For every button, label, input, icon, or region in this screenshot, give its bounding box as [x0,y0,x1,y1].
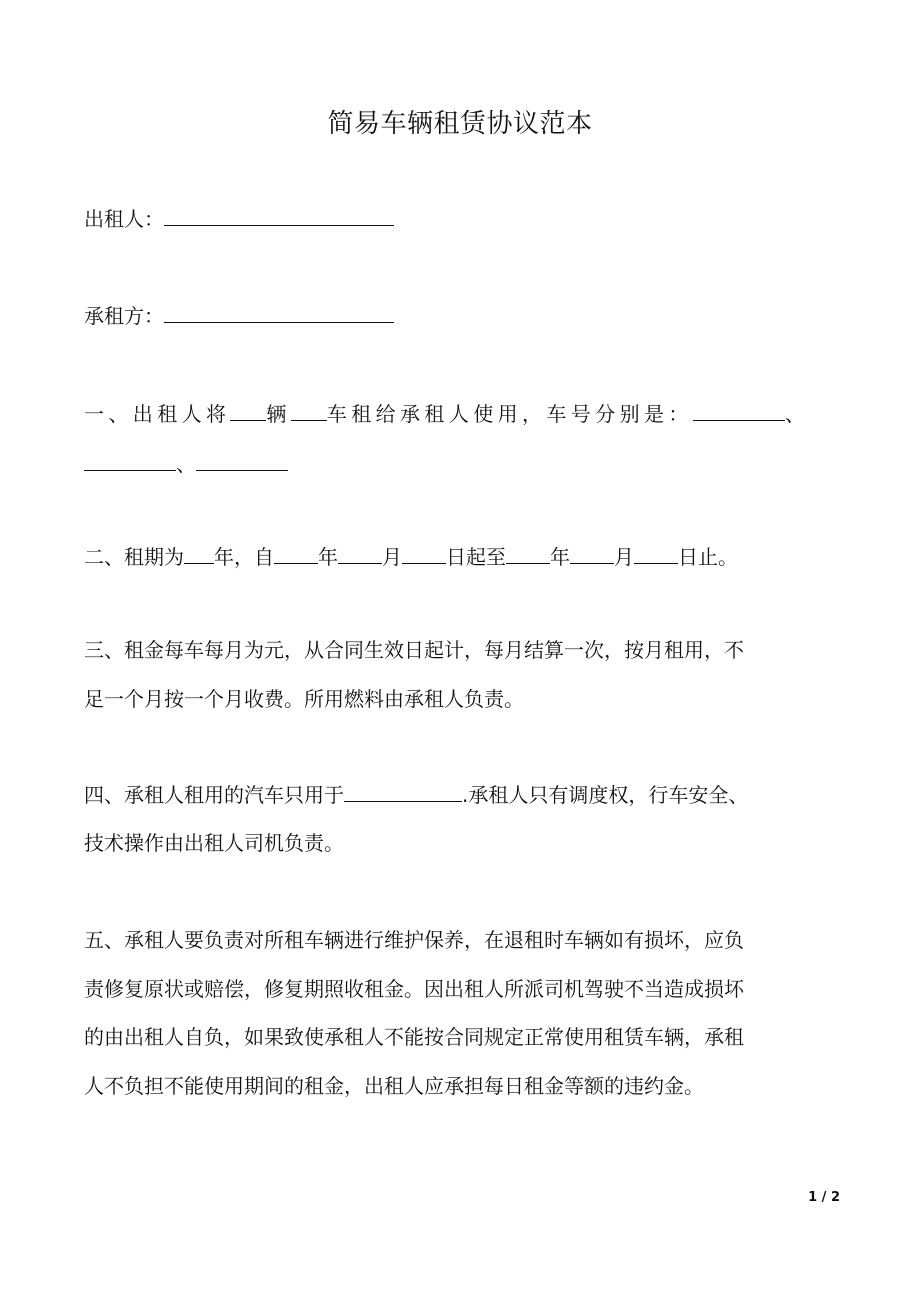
clause-2-text-h: 日止。 [678,545,738,569]
clause-1-text-c: 车租给承租人使用，车号分别是： [326,402,693,426]
clause-1-text-e: 、 [176,452,196,476]
clause-2-text-g: 月 [614,545,634,569]
clause-5-line-2: 责修复原状或赔偿，修复期照收租金。因出租人所派司机驾驶不当造成损坏 [84,977,744,1001]
plate-number-blank-3[interactable] [196,448,288,471]
clause-4-text-b: .承租人只有调度权，行车安全、 [462,783,749,807]
plate-number-blank-1[interactable] [693,398,785,421]
end-month-blank[interactable] [570,541,614,564]
clause-3-line-1: 三、租金每车每月为元，从合同生效日起计，每月结算一次，按月租用，不 [84,638,744,662]
vehicle-purpose-blank[interactable] [344,779,462,802]
start-year-blank[interactable] [274,541,318,564]
clause-2-text-b: 年，自 [214,545,274,569]
document-title: 简易车辆租赁协议范本 [327,109,593,139]
clause-1-line-2 [84,448,844,479]
clause-1-text-b: 辆 [266,402,291,426]
clause-2-text-e: 日起至 [446,545,506,569]
clause-4-line-2: 技术操作由出租人司机负责。 [84,831,344,855]
lessee-blank[interactable] [164,300,394,323]
lease-years-blank[interactable] [184,541,214,564]
clause-5-line-4: 人不负担不能使用期间的租金，出租人应承担每日租金等额的违约金。 [84,1074,704,1098]
start-day-blank[interactable] [402,541,446,564]
clause-2-text-d: 月 [382,545,402,569]
page-number: 1 / 2 [808,1190,840,1205]
lessor-line [84,203,844,234]
clause-2-text-c: 年 [318,545,338,569]
lessor-blank[interactable] [164,203,394,226]
clause-3-line-2: 足一个月按一个月收费。所用燃料由承租人负责。 [84,687,524,711]
clause-2-line [84,541,844,572]
clause-5-line-3: 的由出租人自负，如果致使承租人不能按合同规定正常使用租赁车辆，承租 [84,1025,744,1049]
vehicle-type-blank[interactable] [291,398,327,421]
end-day-blank[interactable] [634,541,678,564]
clause-1-line-1 [84,398,844,429]
clause-4-line-1 [84,779,844,810]
clause-2-text-f: 年 [550,545,570,569]
vehicle-count-blank[interactable] [230,398,266,421]
clause-1-text-a: 一、出租人将 [84,402,231,426]
start-month-blank[interactable] [338,541,382,564]
plate-number-blank-2[interactable] [84,448,176,471]
lessee-line [84,300,844,331]
clause-4-text-a: 四、承租人租用的汽车只用于 [84,783,344,807]
lessee-label: 承租方： [84,304,164,328]
clause-1-text-d: 、 [784,402,810,426]
clause-5-line-1: 五、承租人要负责对所租车辆进行维护保养，在退租时车辆如有损坏，应负 [84,928,744,952]
clause-2-text-a: 二、租期为 [84,545,184,569]
lessor-label: 出租人： [84,207,164,231]
end-year-blank[interactable] [506,541,550,564]
